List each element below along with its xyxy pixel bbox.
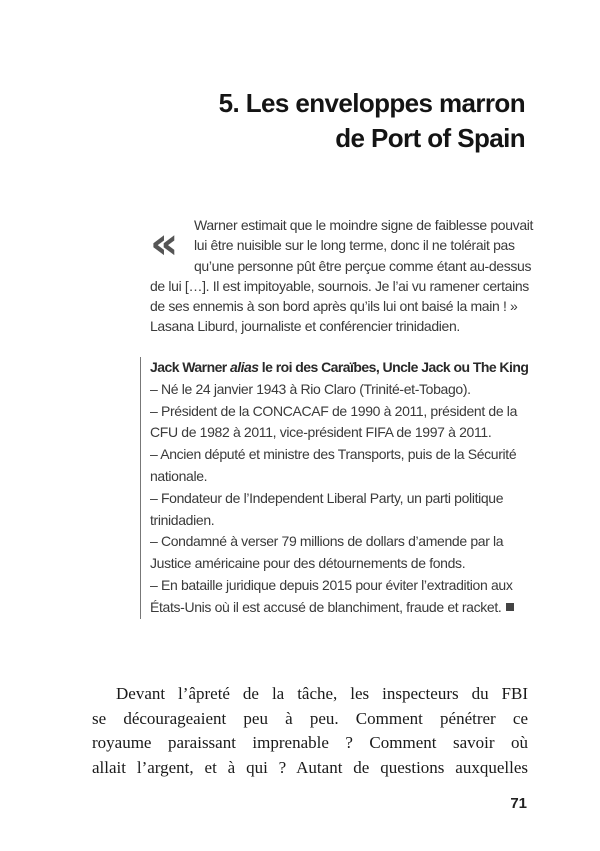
epigraph-line: de lui […]. Il est impitoyable, sournois. Je l’ai vu ramener certains xyxy=(150,277,529,294)
epigraph-line: lui être nuisible sur le long terme, donc il ne tolérait pas xyxy=(194,237,515,254)
biography-line: – Né le 24 janvier 1943 à Rio Claro (Trinité-et-Tobago). xyxy=(150,380,471,397)
body-line: allait l’argent, et à qui ? Autant de questions auxquelles xyxy=(92,757,528,777)
epigraph-line: de ses ennemis à son bord après qu’ils lui ont baisé la main ! » xyxy=(150,298,518,315)
body-text xyxy=(92,682,528,780)
biography-line: – En bataille juridique depuis 2015 pour éviter l’extradition aux xyxy=(150,576,513,593)
epigraph-line: Warner estimait que le moindre signe de faiblesse pouvait xyxy=(194,217,534,233)
chapter-title xyxy=(105,86,525,156)
biography-line: – Fondateur de l’Independent Liberal Party, un parti politique xyxy=(150,489,504,506)
opening-quote-icon: « xyxy=(150,218,179,269)
biography-line: Justice américaine pour des détournements de fonds. xyxy=(150,555,466,572)
biography-box xyxy=(140,357,527,619)
biography-line: trinidadien. xyxy=(150,511,215,528)
biography-title-alias: alias xyxy=(230,359,259,375)
biography-line: – Ancien député et ministre des Transports, puis de la Sécurité xyxy=(150,446,517,463)
biography-line-text: États-Unis où il est accusé de blanchiment, fraude et racket. xyxy=(150,598,502,615)
biography-line-last xyxy=(150,597,527,619)
biography-title-rest: le roi des Caraïbes, Uncle Jack ou The King xyxy=(258,359,529,375)
chapter-title-line-2: de Port of Spain xyxy=(335,123,525,153)
chapter-title-line-1: 5. Les enveloppes marron xyxy=(218,88,525,118)
body-line: Devant l’âpreté de la tâche, les inspecteurs du FBI xyxy=(116,684,528,703)
page-number: 71 xyxy=(510,795,527,812)
biography-line: – Président de la CONCACAF de 1990 à 2011, président de la xyxy=(150,402,518,419)
biography-title xyxy=(150,357,527,379)
end-square-icon xyxy=(506,603,514,611)
biography-line: CFU de 1982 à 2011, vice-président FIFA de 1997 à 2011. xyxy=(150,424,492,441)
biography-line: – Condamné à verser 79 millions de dollars d’amende par la xyxy=(150,533,504,550)
body-line: royaume paraissant imprenable ? Comment savoir où xyxy=(92,733,528,752)
body-line: se décourageaient peu à peu. Comment pénétrer ce xyxy=(92,708,528,728)
biography-title-name: Jack Warner xyxy=(150,359,231,375)
epigraph-line: qu’une personne pût être perçue comme étant au-dessus xyxy=(194,257,532,274)
epigraph xyxy=(150,215,534,337)
biography-line: nationale. xyxy=(150,467,208,484)
epigraph-attribution: Lasana Liburd, journaliste et conférencier trinidadien. xyxy=(150,318,460,335)
